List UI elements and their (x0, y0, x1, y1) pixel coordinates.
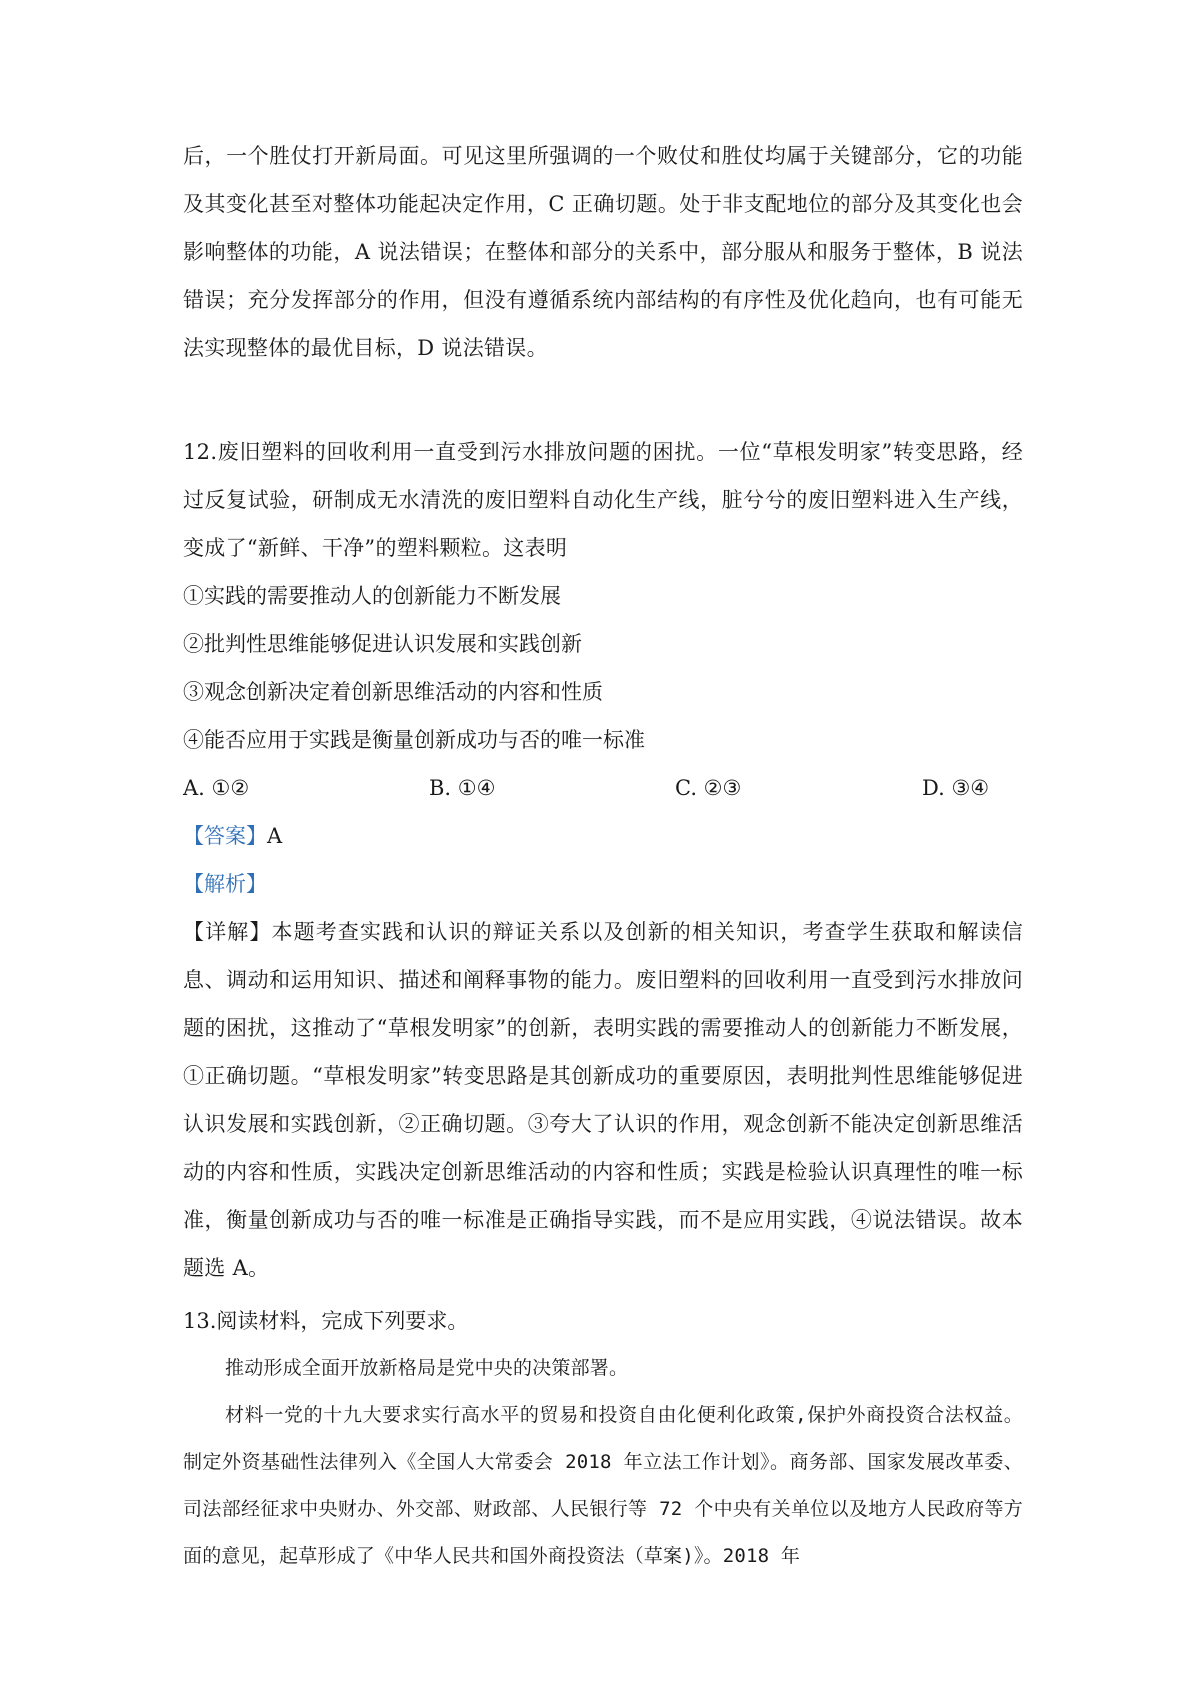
statement-1: ①实践的需要推动人的创新能力不断发展 (183, 584, 561, 608)
option-c: C. ②③ (675, 776, 742, 800)
option-a: A. ①② (183, 776, 250, 800)
prev-explanation-text: 后，一个胜仗打开新局面。可见这里所强调的一个败仗和胜仗均属于关键部分，它的功能及其变化甚至对整体功能起决定作用，C 正确切题。处于非支配地位的部分及其变化也会影响整体的功能，A 说法错误；在整体和部分的关系中，部分服从和服务于整体，B 说法错误；充分发挥部分的作用，但没有遵循系统内部结构的有序性及优化趋向，也有可能无法实现整体的最优目标，D 说法错误。 (183, 144, 1023, 360)
question-12-stem: 12.废旧塑料的回收利用一直受到污水排放问题的困扰。一位“草根发明家”转变思路，经过反复试验，研制成无水清洗的废旧塑料自动化生产线，脏兮兮的废旧塑料进入生产线，变成了“新鲜、干净”的塑料颗粒。这表明 (183, 440, 1023, 560)
question-13 (183, 1297, 1023, 1580)
question-13-stem: 13.阅读材料，完成下列要求。 (183, 1309, 469, 1333)
material-one: 材料一党的十九大要求实行高水平的贸易和投资自由化便利化政策,保护外商投资合法权益。制定外资基础性法律列入《全国人大常委会 2018 年立法工作计划》。商务部、国家发展改革委、司法部经征求中央财办、外交部、财政部、人民银行等 72 个中央有关单位以及地方人民政府等方面的意见，起草形成了《中华人民共和国外商投资法（草案)》。2018 年 (183, 1404, 1023, 1567)
answer-value: A (267, 824, 283, 848)
statement-4: ④能否应用于实践是衡量创新成功与否的唯一标准 (183, 728, 645, 752)
detail-text: 本题考查实践和认识的辩证关系以及创新的相关知识，考查学生获取和解读信息、调动和运用知识、描述和阐释事物的能力。废旧塑料的回收利用一直受到污水排放问题的困扰，这推动了“草根发明家”的创新，表明实践的需要推动人的创新能力不断发展，①正确切题。“草根发明家”转变思路是其创新成功的重要原因，表明批判性思维能够促进认识发展和实践创新，②正确切题。③夸大了认识的作用，观念创新不能决定创新思维活动的内容和性质，实践决定创新思维活动的内容和性质；实践是检验认识真理性的唯一标准，衡量创新成功与否的唯一标准是正确指导实践，而不是应用实践，④说法错误。故本题选 A。 (183, 920, 1023, 1280)
answer-options (183, 764, 1023, 812)
material-intro: 推动形成全面开放新格局是党中央的决策部署。 (225, 1357, 629, 1379)
detail-paragraph (183, 908, 1023, 1292)
detail-label: 【详解】 (183, 920, 272, 944)
analysis-label: 【解析】 (183, 872, 267, 896)
answer-label: 【答案】 (183, 824, 267, 848)
option-d: D. ③④ (922, 776, 990, 800)
answer-line (183, 812, 1023, 860)
prev-explanation-block (183, 132, 1023, 372)
statement-3: ③观念创新决定着创新思维活动的内容和性质 (183, 680, 603, 704)
statement-2: ②批判性思维能够促进认识发展和实践创新 (183, 632, 582, 656)
question-12 (183, 428, 1023, 1292)
option-b: B. ①④ (429, 776, 496, 800)
